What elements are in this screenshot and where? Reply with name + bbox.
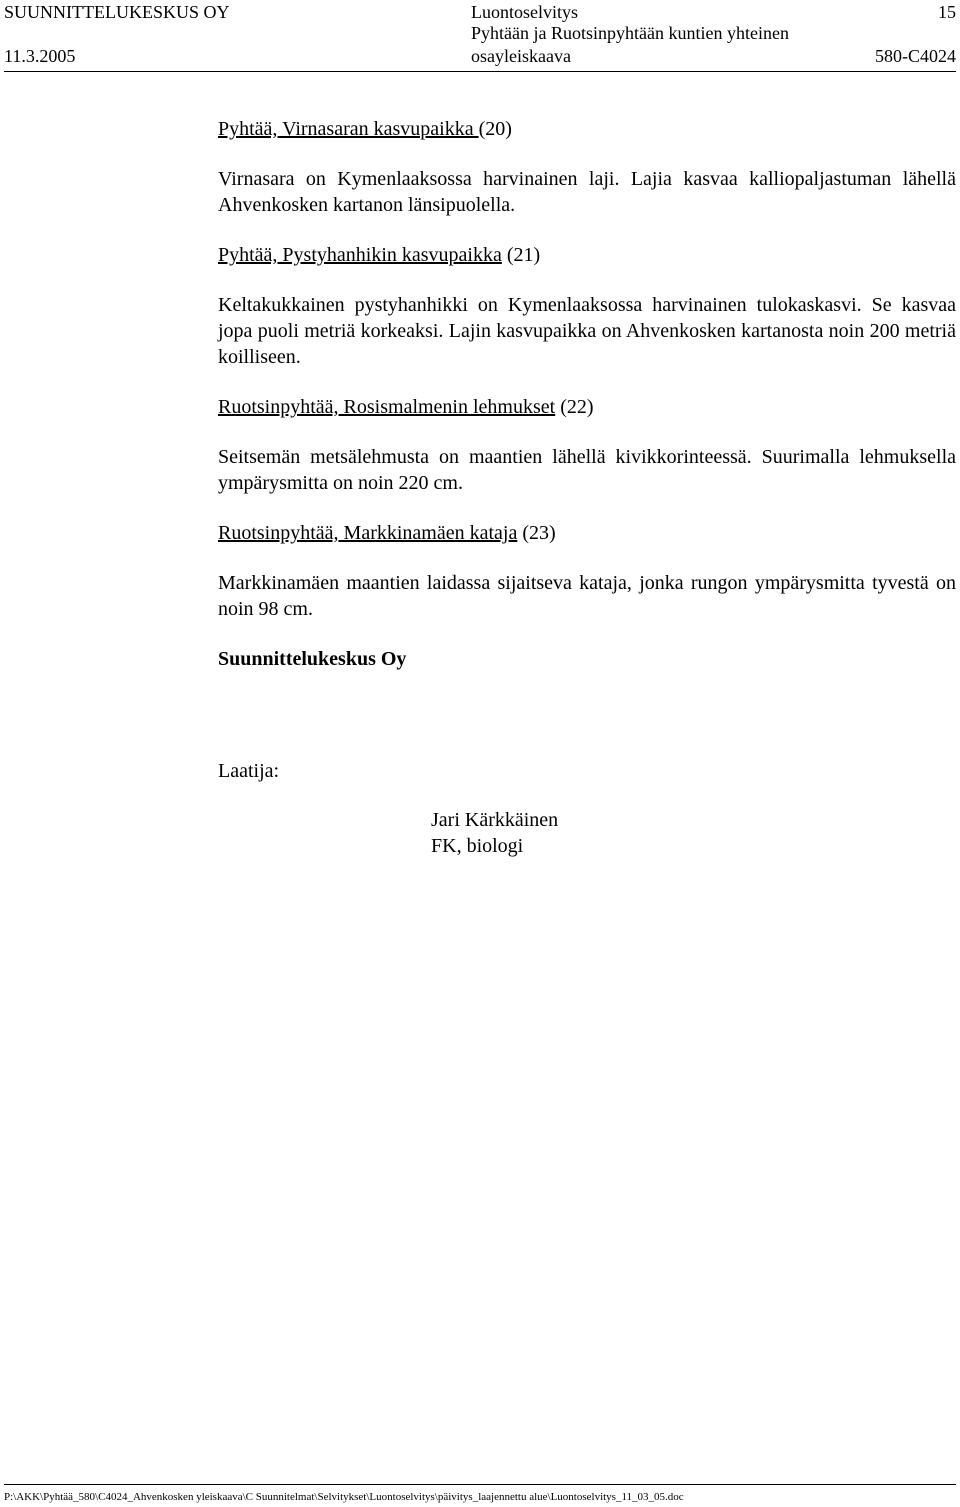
signature-company: Suunnittelukeskus Oy <box>218 648 407 670</box>
section-number: (23) <box>517 522 556 544</box>
header-doc-subtitle-1: Pyhtään ja Ruotsinpyhtään kuntien yhteinen <box>471 23 789 43</box>
section-text: Seitsemän metsälehmusta on maantien lähellä kivikkorinteessä. Suurimalla lehmuksella ympärysmitta on noin 220 cm. <box>218 446 956 494</box>
section-heading <box>218 242 956 268</box>
header-date: 11.3.2005 <box>4 46 76 66</box>
header-rule <box>4 71 956 72</box>
section-text: Markkinamäen maantien laidassa sijaitseva kataja, jonka rungon ympärysmitta tyvestä on noin 98 cm. <box>218 572 956 620</box>
signer-name: Jari Kärkkäinen <box>431 809 559 831</box>
section-title: Pyhtää, Pystyhanhikin kasvupaikka <box>218 244 502 266</box>
section-heading <box>218 520 956 546</box>
section-text: Virnasara on Kymenlaaksossa harvinainen laji. Lajia kasvaa kalliopaljastuman lähellä Ahvenkosken kartanon länsipuolella. <box>218 168 956 216</box>
header-doc-subtitle-2: osayleiskaava <box>471 46 571 66</box>
header-doc-title: Luontoselvitys <box>471 2 578 22</box>
header-company: SUUNNITTELUKESKUS OY <box>4 2 230 22</box>
document-body <box>218 116 956 859</box>
section-text: Keltakukkainen pystyhanhikki on Kymenlaaksossa harvinainen tulokaskasvi. Se kasvaa jopa puoli metriä korkeaksi. Lajin kasvupaikka on Ahvenkosken kartanosta noin 200 metriä koilliseen. <box>218 294 956 368</box>
section-title: Pyhtää, Virnasaran kasvupaikka <box>218 118 479 140</box>
section-number: (22) <box>555 396 594 418</box>
section-title: Ruotsinpyhtää, Markkinamäen kataja <box>218 522 518 544</box>
section-number: (21) <box>501 244 541 266</box>
signer-title: FK, biologi <box>431 835 524 857</box>
header-page-number: 15 <box>938 2 956 22</box>
section-title: Ruotsinpyhtää, Rosismalmenin lehmukset <box>218 396 556 418</box>
footer-rule <box>4 1484 956 1485</box>
footer-file-path: P:\AKK\Pyhtää_580\C4024_Ahvenkosken yleiskaava\C Suunnitelmat\Selvitykset\Luontoselvitys\päivitys_laajennettu alue\Luontoselvitys_11_03_05.doc <box>4 1491 684 1503</box>
page-header <box>0 0 960 74</box>
signer-block <box>431 807 956 859</box>
header-project-code: 580-C4024 <box>875 46 956 66</box>
section-number: (20) <box>478 118 512 140</box>
section-heading <box>218 116 956 142</box>
section-heading <box>218 394 956 420</box>
signature-role-label: Laatija: <box>218 760 280 782</box>
